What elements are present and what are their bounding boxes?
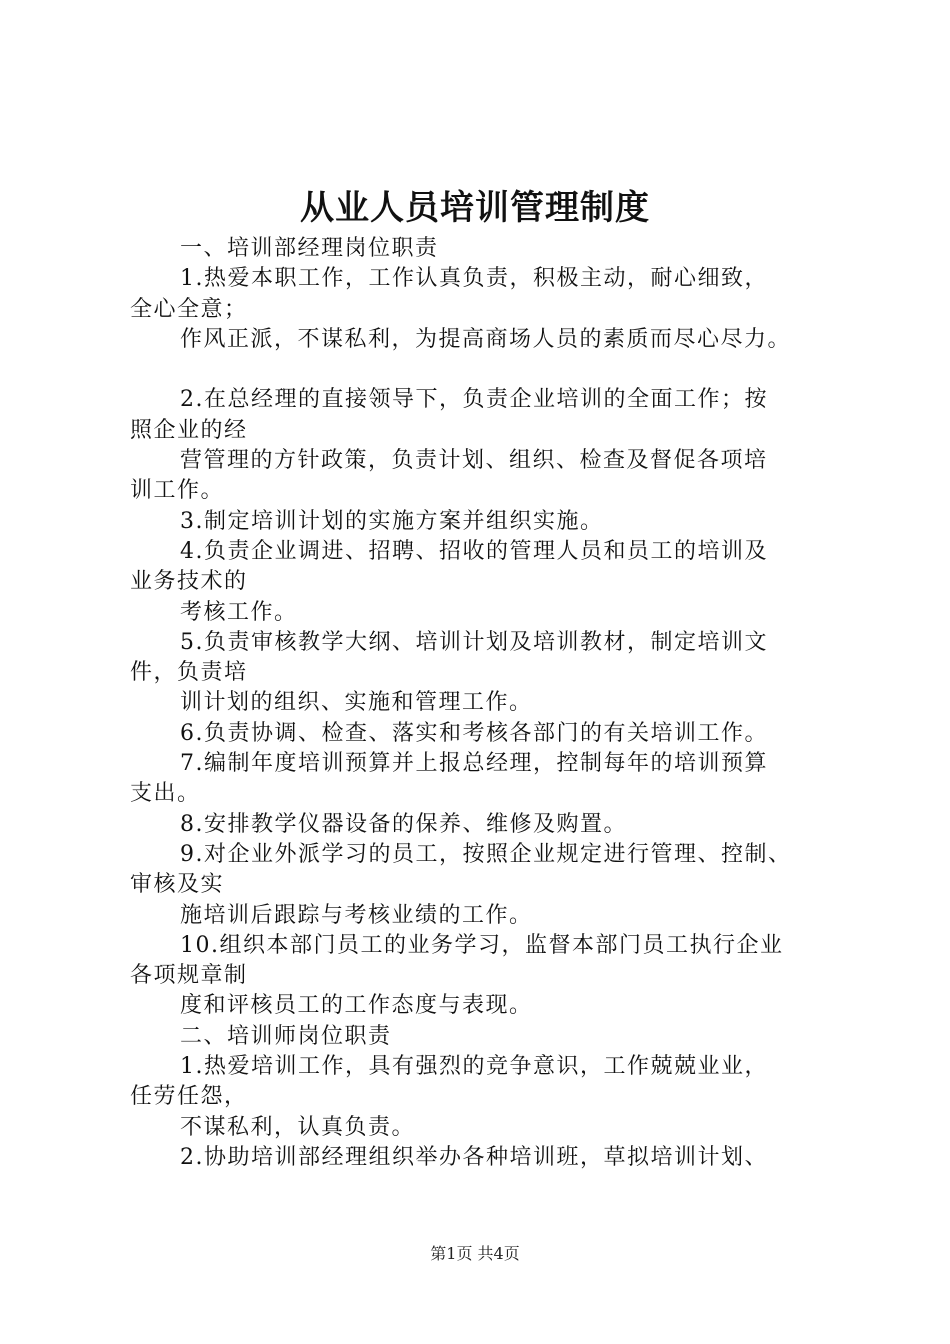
paragraph-line: 9.对企业外派学习的员工，按照企业规定进行管理、控制、 (180, 841, 792, 867)
paragraph-line: 全心全意； (130, 296, 248, 322)
paragraph-line: 训计划的组织、实施和管理工作。 (180, 690, 533, 716)
paragraph-line: 2.协助培训部经理组织举办各种培训班，草拟培训计划、 (180, 1144, 768, 1170)
document-title: 从业人员培训管理制度 (300, 188, 650, 228)
page-number-label: 第1页 共4页 (430, 1244, 520, 1263)
paragraph-line: 8.安排教学仪器设备的保养、维修及购置。 (180, 811, 627, 837)
section-heading: 二、培训师岗位职责 (180, 1023, 392, 1049)
section-heading: 一、培训部经理岗位职责 (180, 236, 439, 261)
paragraph-line: 营管理的方针政策，负责计划、组织、检查及督促各项培 (180, 448, 768, 474)
paragraph-line: 业务技术的 (130, 569, 248, 595)
document-body (130, 234, 842, 1173)
paragraph-line: 4.负责企业调进、招聘、招收的管理人员和员工的培训及 (180, 538, 768, 564)
paragraph-line: 照企业的经 (130, 417, 248, 443)
paragraph-line: 10.组织本部门员工的业务学习，监督本部门员工执行企业 (180, 932, 784, 958)
paragraph-line: 各项规章制 (130, 963, 248, 989)
paragraph-line: 7.编制年度培训预算并上报总经理，控制每年的培训预算 (180, 751, 768, 777)
paragraph-line: 2.在总经理的直接领导下，负责企业培训的全面工作；按 (180, 387, 768, 413)
blank-line (130, 355, 842, 385)
paragraph-line: 1.热爱培训工作，具有强烈的竞争意识，工作兢兢业业， (180, 1054, 768, 1080)
paragraph-line: 1.热爱本职工作，工作认真负责，积极主动，耐心细致， (180, 266, 768, 292)
paragraph-line: 审核及实 (130, 872, 225, 898)
paragraph-line: 任劳任怨， (130, 1084, 248, 1110)
paragraph-line: 件，负责培 (130, 660, 248, 686)
paragraph-line: 6.负责协调、检查、落实和考核各部门的有关培训工作。 (180, 720, 768, 746)
paragraph-line: 3.制定培训计划的实施方案并组织实施。 (180, 508, 604, 534)
paragraph-line: 度和评核员工的工作态度与表现。 (180, 993, 533, 1019)
paragraph-line: 作风正派，不谋私利，为提高商场人员的素质而尽心尽力。 (180, 326, 792, 352)
paragraph-line: 施培训后跟踪与考核业绩的工作。 (180, 902, 533, 928)
page-footer (0, 1243, 950, 1265)
paragraph-line: 考核工作。 (180, 599, 298, 625)
paragraph-line: 训工作。 (130, 478, 225, 504)
paragraph-line: 支出。 (130, 781, 201, 807)
paragraph-line: 不谋私利，认真负责。 (180, 1114, 416, 1140)
paragraph-line: 5.负责审核教学大纲、培训计划及培训教材，制定培训文 (180, 629, 768, 655)
